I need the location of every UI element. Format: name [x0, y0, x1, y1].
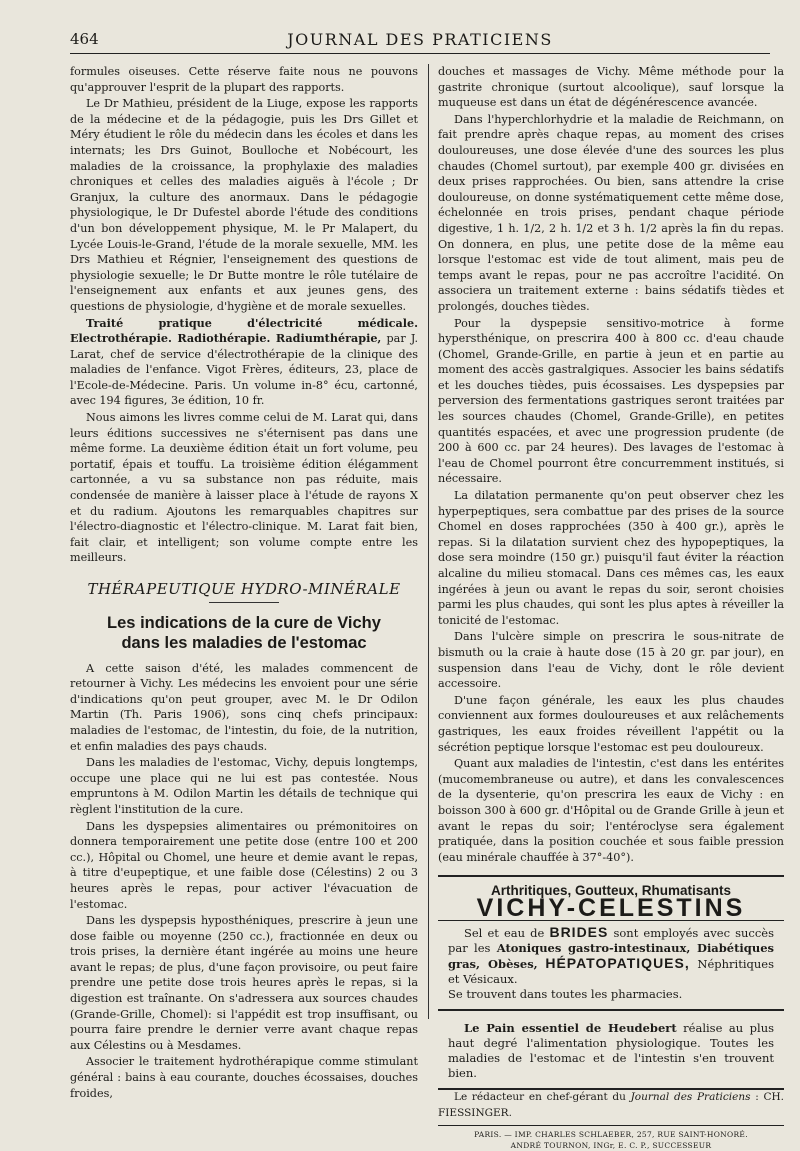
paragraph: Pour la dyspepsie sensitivo-motrice à forme hypersthénique, on prescrira 400 à 800 cc. d'eau chaude (Chomel, Grande-Grille, en partie à jeun et en partie au moment des accès gastralgiques. Associer les bains sédatifs et les douches tièdes, puis écossaises. Les dyspepsies par perversion des fermentations gastriques seront traitées par les sources chaudes (Chomel, Grande-Grille), en petites quantités espacées, et avec une progression prudente (de 200 à 600 cc. par 24 heures). Des lavages de l'estomac à l'eau de Chomel pourront être concurremment institués, si nécessaire.: [438, 316, 784, 486]
paragraph: formules oiseuses. Cette réserve faite nous ne pouvons qu'approuver l'esprit de la plupart des rapports.: [70, 65, 418, 94]
ad-availability: Se trouvent dans toutes les pharmacies.: [448, 987, 683, 1002]
column-divider: [428, 64, 429, 1019]
ad-brand: VICHY-CELESTINS: [476, 893, 746, 922]
editor-journal: Journal des Praticiens: [630, 1091, 751, 1104]
editor-name: : CH. FIESSINGER.: [438, 1091, 785, 1120]
paragraph: Dans l'hyperchlorhydrie et la maladie de Reichmann, on fait prendre après chaque repas, au moment des crises douloureuses, une dose élevée d'une des sources les plus chaudes (Chomel surtout), par exemple 400 gr. divisées en deux prises rapprochées. Ou bien, sans attendre la crise douloureuse, on donne systématiquement cette même dose, échelonnée en trois prises, pendant chaque période digestive, 1 h. 1/2, 2 h. 1/2 et 3 h. 1/2 après la fin du repas. On donnera, en plus, une petite dose de la même eau lorsque l'estomac est vide de tout aliment, mais peu de temps avant le repas, pour ne pas accroître l'acidité. On associera un traitement externe : bains sédatifs tièdes et prolongés, douches tièdes.: [438, 112, 784, 313]
vichy-advertisement: [438, 875, 784, 1011]
paragraph: Nous aimons les livres comme celui de M. Larat qui, dans leurs éditions successives ne s'éternisent pas dans une même forme. La deuxième édition était un fort volume, peu portatif, épais et touffu. La troisième édition élégamment cartonnée, a vu sa substance non pas réduite, mais condensée de manière à laisser place à l'étude de rayons X et du radium. Ajoutons les remarquables chapitres sur l'électro-diagnostic et l'électro-clinique. M. Larat fait bien, fait clair, et intelligent; son volume compte entre les meilleurs.: [70, 411, 418, 565]
paragraph: A cette saison d'été, les malades commencent de retourner à Vichy. Les médecins les envoient pour une série d'indications qu'on peut grouper, avec M. le Dr Odilon Martin (Th. Paris 1906), sons cinq chefs principaux: maladies de l'estomac, de l'intestin, du foie, de la nutrition, et enfin maladies des pays chauds.: [70, 661, 418, 753]
journal-title: JOURNAL DES PRATICIENS: [287, 29, 553, 49]
paragraph: D'une façon générale, les eaux les plus chaudes conviennent aux formes douloureuses et aux relâchements gastriques, les eaux froides réveillent l'appétit ou la sécrétion peptique lorsque l'estomac est peu douloureux.: [438, 693, 784, 754]
paragraph: Le Dr Mathieu, président de la Liuge, expose les rapports de la médecine et de la pédagogie, puis les Drs Gillet et Méry étudient le rôle du médecin dans les écoles et dans les internats; les Drs Guinot, Boulloche et Nobécourt, les maladies de la croissance, la prophylaxie des maladies chroniques et celles des maladies aiguës à l'école ; Dr Granjux, la culture des anormaux. Dans le pédagogie physiologique, le Dr Dufestel aborde l'étude des conditions d'un bon développement physique, M. le Pr Malapert, du Lycée Louis-le-Grand, l'étude de la morale sexuelle, MM. les Drs Mathieu et Régnier, l'enseignement des questions de physiologie sexuelle; le Dr Butte montre le rôle tutélaire de l'enseignement aux enfants et aux jeunes gens, des questions de physiologie, d'hygiène et de morale sexuelles.: [70, 97, 418, 313]
section-rule: [209, 602, 279, 603]
imprint: [438, 1129, 784, 1151]
editor-line: [438, 1090, 784, 1125]
ad-hepatopatiques: HÉPATOPATIQUES,: [545, 955, 690, 972]
right-column: [438, 64, 784, 1151]
article-title: [70, 613, 418, 653]
paragraph: douches et massages de Vichy. Même méthode pour la gastrite chronique (surtout alcoolique), sauf lorsque la muqueuse est dans un état de dégénérescence avancée.: [438, 65, 784, 110]
paragraph: Dans les dyspepsies alimentaires ou prémonitoires on donnera temporairement une petite dose (entre 100 et 200 cc.), Hôpital ou Chomel, une heure et demie avant le repas, à titre d'eupeptique, et une faible dose (Célestins) 2 ou 3 heures après le repas, pour activer l'évacuation de l'estomac.: [70, 819, 418, 911]
book-title: Traité pratique d'électricité médicale. Electrothérapie. Radiothérapie. Radiumthérapie,: [70, 315, 418, 346]
imprint-line-1: PARIS. — IMP. CHARLES SCHLAEBER, 257, RUE SAINT-HONORÉ.: [474, 1129, 748, 1139]
book-details: par J. Larat, chef de service d'électrothérapie de la clinique des maladies de l'enfance. Vigot Frères, éditeurs, 23, place de l'Ecole-de-Médecine. Paris. Un volume in-8° écu, cartonné, avec 194 figures, 3e édition, 10 fr.: [70, 332, 418, 408]
article-title-line-2: dans les maladies de l'estomac: [121, 633, 367, 652]
pain-brand: Le Pain essentiel de Heudebert: [464, 1021, 677, 1036]
ad-text: Sel et eau de: [464, 926, 545, 941]
paragraph: Quant aux maladies de l'intestin, c'est dans les entérites (mucomembraneuse ou autre), et dans les convalescences de la dysenterie, qu'on prescrira les eaux de Vichy : en boisson 300 à 600 gr. d'Hôpital ou de Grande Grille à jeun et avant le repas du soir; l'entéroclyse sera également pratiquée, dans la position couchée et sous faible pression (eau minérale chauffée à 37°-40°).: [438, 757, 784, 864]
ad-text: Néphritiques et Vésicaux.: [448, 957, 775, 987]
header-rule: [70, 53, 770, 54]
pain-advertisement: [438, 1017, 784, 1090]
page-header: [70, 28, 770, 50]
paragraph: Dans les dyspepsis hyposthéniques, prescrire à jeun une dose faible ou moyenne (250 cc.), fractionnée en deux ou trois prises, la dernière étant ingérée au moins une heure avant le repas; de plus, d'une façon provisoire, ou peut faire prendre une petite dose trois heures après le repas, si la digestion est traînante. On s'adressera aux sources chaudes (Grande-Grille, Chomel): si l'appédit est trop insuffisant, ou pourra faire prendre le dernier verre avant chaque repas aux Célestins ou à Mesdames.: [70, 914, 418, 1052]
brides-advertisement: [438, 925, 784, 1002]
ad-heading: Arthritiques, Goutteux, Rhumatisants: [490, 883, 732, 899]
editor-label: Le rédacteur en chef-gérant du: [454, 1091, 626, 1104]
brides-brand: BRIDES: [549, 924, 609, 941]
paragraph: Dans l'ulcère simple on prescrira le sous-nitrate de bismuth ou la craie à haute dose (15 à 20 gr. par jour), en suspension dans l'eau de Vichy, dont le rôle devient accessoire.: [438, 630, 784, 691]
paragraph: Dans les maladies de l'estomac, Vichy, depuis longtemps, occupe une place qui ne lui est pas contestée. Nous empruntons à M. Odilon Martin les détails de technique qui règlent l'institution de la cure.: [70, 756, 418, 816]
ad-text: sont employés avec succès par les: [448, 926, 775, 956]
article-title-line-1: Les indications de la cure de Vichy: [107, 613, 381, 632]
page-number: 464: [70, 30, 99, 48]
paragraph: La dilatation permanente qu'on peut observer chez les hyperpeptiques, sera combattue par des prises de la source Chomel en doses rapprochées (350 à 400 gr.), après le repas. Si la dilatation survient chez des hypopeptiques, la dose sera moindre (150 gr.) puisqu'il faut éviter la réaction alcaline du milieu stomacal. Dans ces mêmes cas, les eaux ingérées à jeun ou avant le repas du soir, seront choisies parmi les plus chaudes, qui sont les plus aptes à réveiller la tonicité de l'estomac.: [438, 489, 784, 627]
pain-text: [438, 1021, 784, 1081]
left-column: [70, 64, 418, 1102]
section-title: THÉRAPEUTIQUE HYDRO-MINÉRALE: [87, 580, 401, 598]
paragraph: Associer le traitement hydrothérapique comme stimulant général : bains à eau courante, douches écossaises, douches froides,: [70, 1055, 418, 1100]
ad-indications: Atoniques gastro-intestinaux, Diabétiques gras, Obèses,: [448, 941, 774, 972]
book-review: [70, 316, 418, 410]
pain-description: réalise au plus haut degré l'alimentation physiologique. Toutes les maladies de l'estomac et de l'intestin s'en trouvent bien.: [448, 1021, 775, 1081]
imprint-line-2: ANDRÉ TOURNON, INGr, E. C. P., SUCCESSEUR: [510, 1140, 712, 1150]
